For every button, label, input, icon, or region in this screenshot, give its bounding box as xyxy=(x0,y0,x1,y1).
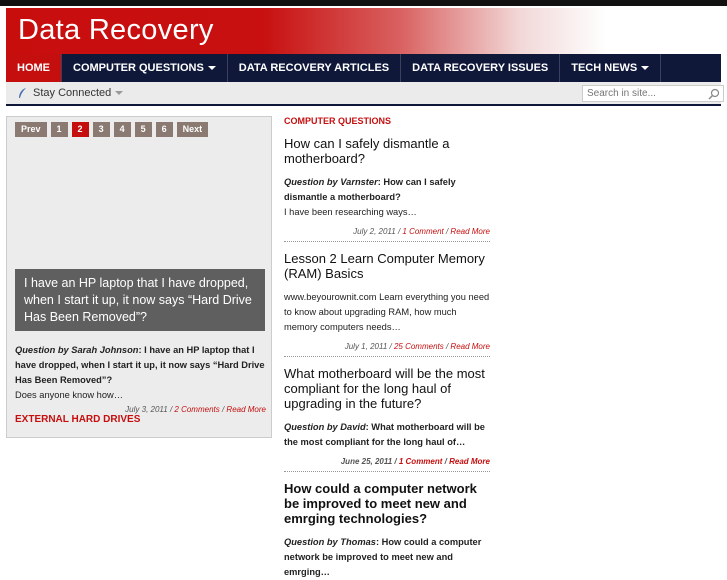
post-meta: July 2, 2011 / 1 Comment / Read More xyxy=(353,227,490,236)
read-more-link[interactable]: Read More xyxy=(450,342,490,351)
comments-link[interactable]: 25 Comments xyxy=(393,342,444,351)
nav-item-home[interactable] xyxy=(6,54,62,82)
nav-item-label: HOME xyxy=(17,62,50,74)
pager-page-button[interactable]: 1 xyxy=(51,122,68,137)
post-title[interactable]: Lesson 2 Learn Computer Memory (RAM) Basics xyxy=(284,251,485,281)
question-text: : I have an HP laptop that I have dropped, when I start it up, it now says “Hard Drive Has Been Removed”? xyxy=(15,345,265,385)
comments-link[interactable]: 1 Comment xyxy=(402,227,444,236)
post-date: July 1, 2011 xyxy=(344,342,388,351)
post-item xyxy=(284,481,490,580)
nav-item-tech-news[interactable] xyxy=(560,54,661,82)
post-title[interactable]: How could a computer network be improved to meet new and emrging technologies? xyxy=(284,481,477,526)
nav-item-label: TECH NEWS xyxy=(571,62,638,74)
pager-page-button[interactable]: 4 xyxy=(114,122,131,137)
pager-page-button-active[interactable]: 2 xyxy=(72,122,89,137)
question-author: Question by Sarah Johnson xyxy=(15,345,139,355)
chevron-down-icon xyxy=(115,91,123,95)
post-date: June 25, 2011 xyxy=(340,457,393,466)
pager-page-button[interactable]: 3 xyxy=(93,122,110,137)
post-date: July 3, 2011 xyxy=(125,405,168,414)
post-excerpt xyxy=(284,535,490,580)
pager-prev-button[interactable]: Prev xyxy=(15,122,47,137)
search-input[interactable] xyxy=(582,85,724,102)
column-heading[interactable]: COMPUTER QUESTIONS xyxy=(284,116,392,126)
top-border xyxy=(0,0,727,6)
question-author: Question by Thomas xyxy=(284,537,376,547)
comments-link[interactable]: 2 Comments xyxy=(174,405,220,414)
main-nav xyxy=(6,54,721,82)
read-more-link[interactable]: Read More xyxy=(226,405,266,414)
post-item xyxy=(284,366,490,472)
post-excerpt xyxy=(284,420,490,450)
comments-link[interactable]: 1 Comment xyxy=(398,457,443,466)
pager-page-button[interactable]: 5 xyxy=(135,122,152,137)
slide-meta: July 3, 2011 / 2 Comments / Read More xyxy=(125,405,266,414)
site-header xyxy=(6,8,721,54)
post-item xyxy=(284,251,490,357)
nav-item-label: COMPUTER QUESTIONS xyxy=(73,62,204,74)
computer-questions-column xyxy=(284,116,490,580)
feather-icon xyxy=(18,88,27,99)
site-title[interactable]: Data Recovery xyxy=(18,14,214,46)
search-icon[interactable] xyxy=(708,88,720,100)
slide-excerpt xyxy=(15,343,271,403)
excerpt-body: Does anyone know how… xyxy=(15,390,124,400)
post-title[interactable]: How can I safely dismantle a motherboard? xyxy=(284,136,450,166)
post-excerpt xyxy=(284,175,490,220)
nav-item-label: DATA RECOVERY ARTICLES xyxy=(238,62,390,74)
post-title[interactable]: What motherboard will be the most compliant for the long haul of upgrading in the future? xyxy=(284,366,485,411)
chevron-down-icon xyxy=(208,66,216,70)
slide-caption[interactable]: I have an HP laptop that I have dropped, when I start it up, it now says “Hard Drive Has Been Removed”? xyxy=(15,269,265,331)
post-date: July 2, 2011 xyxy=(353,227,396,236)
question-text: : What motherboard will be the most compliant for the long haul of… xyxy=(284,422,485,447)
question-text: : How can I safely dismantle a motherboard? xyxy=(284,177,456,202)
question-text: : How could a computer network be improved to meet new and emrging… xyxy=(284,537,482,577)
post-meta: July 1, 2011 / 25 Comments / Read More xyxy=(344,342,490,351)
excerpt-body: I have been researching ways… xyxy=(284,207,417,217)
post-excerpt xyxy=(284,290,490,335)
read-more-link[interactable]: Read More xyxy=(450,227,490,236)
stay-connected-menu[interactable] xyxy=(18,87,123,99)
slider-pager xyxy=(15,122,208,137)
question-author: Question by Varnster xyxy=(284,177,378,187)
pager-page-button[interactable]: 6 xyxy=(156,122,173,137)
featured-slider xyxy=(6,116,272,438)
nav-item-data-recovery-articles[interactable] xyxy=(228,54,401,82)
chevron-down-icon xyxy=(641,66,649,70)
pager-next-button[interactable]: Next xyxy=(177,122,209,137)
slide-category-link[interactable]: EXTERNAL HARD DRIVES xyxy=(15,414,141,425)
post-meta: June 25, 2011 / 1 Comment / Read More xyxy=(340,457,490,466)
excerpt-body: www.beyourownit.com Learn everything you need to know about upgrading RAM, how much memory computers needs… xyxy=(284,292,490,332)
post-item xyxy=(284,136,490,242)
nav-item-data-recovery-issues[interactable] xyxy=(401,54,560,82)
stay-connected-label: Stay Connected xyxy=(33,87,112,99)
sub-toolbar xyxy=(6,82,721,106)
question-author: Question by David xyxy=(284,422,366,432)
nav-item-computer-questions[interactable] xyxy=(62,54,228,82)
nav-item-label: DATA RECOVERY ISSUES xyxy=(412,62,549,74)
read-more-link[interactable]: Read More xyxy=(449,457,490,466)
